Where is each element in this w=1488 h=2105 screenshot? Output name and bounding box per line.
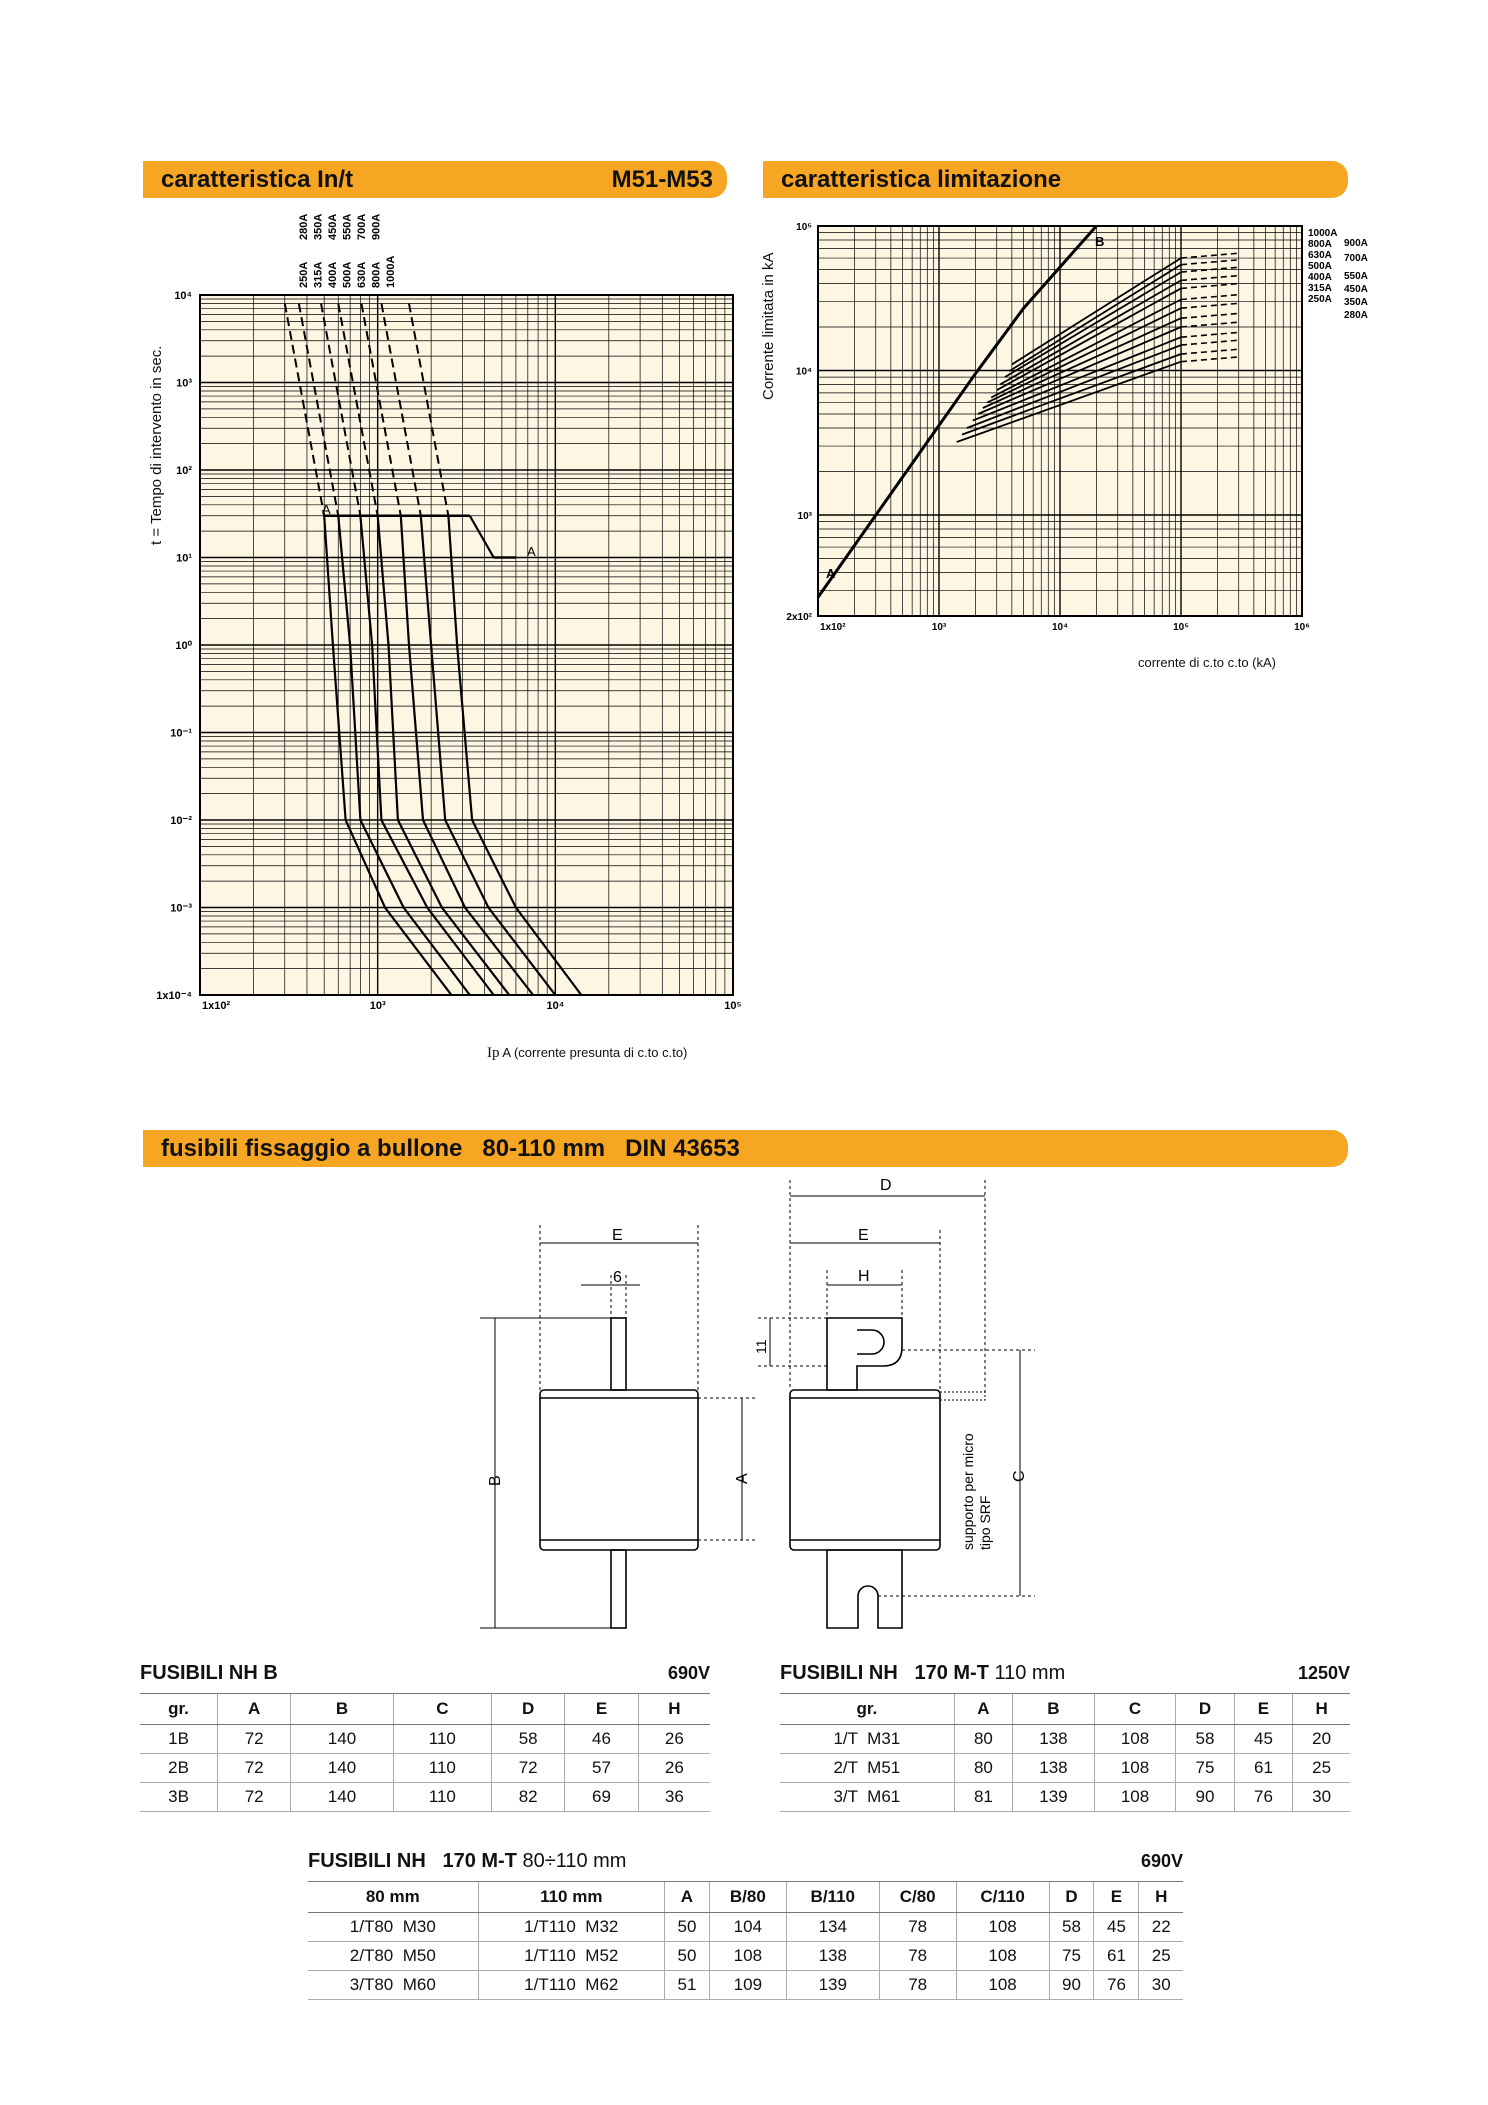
- c1-rating: 250A: [298, 261, 310, 288]
- table-header-cell: D: [1176, 1694, 1234, 1725]
- xlabel-text: A (corrente presunta di c.to c.to): [502, 1045, 688, 1060]
- table-cell: 139: [786, 1971, 879, 2000]
- table-nh-170mt-110: [780, 1662, 1350, 1812]
- c1-ytick: 10¹: [176, 552, 192, 565]
- c1-ytick: 10⁻¹: [170, 727, 192, 740]
- table-cell: 58: [1049, 1913, 1094, 1942]
- table-cell: 138: [1013, 1754, 1095, 1783]
- chart-in-t-mark-a1: A: [322, 502, 331, 517]
- t3-title-suffix: 80÷110 mm: [522, 1850, 627, 1872]
- c1-ytick: 10⁻³: [170, 902, 192, 915]
- xlabel-symbol: Ip: [487, 1045, 500, 1061]
- table-row: [780, 1754, 1350, 1783]
- table-header-cell: 80 mm: [308, 1882, 478, 1913]
- chart-limitazione: [786, 222, 1367, 633]
- table-cell: 78: [879, 1913, 956, 1942]
- table-nh-170mt-80-110-grid: [308, 1881, 1183, 2000]
- table-cell: 72: [218, 1725, 291, 1754]
- table-cell: 72: [492, 1754, 565, 1783]
- c2-rating: 450A: [1344, 284, 1368, 295]
- table-cell: 75: [1049, 1942, 1094, 1971]
- dim-a-label: A: [734, 1473, 751, 1484]
- dim-6-label: 6: [613, 1269, 622, 1286]
- table-header-cell: B: [291, 1694, 393, 1725]
- c2-rating: 350A: [1344, 297, 1368, 308]
- section-title-in-t: caratteristica In/t: [161, 165, 354, 193]
- c2-rating: 400A: [1308, 272, 1332, 283]
- table-nh-170mt-110-voltage: 1250V: [1297, 1663, 1350, 1683]
- c1-rating: 500A: [341, 261, 354, 288]
- table-header-cell: D: [1049, 1882, 1094, 1913]
- table-cell: 109: [709, 1971, 786, 2000]
- dim-11-label: 11: [753, 1339, 769, 1354]
- table-cell: 110: [393, 1725, 491, 1754]
- c1-xtick: 1x10²: [202, 1000, 231, 1012]
- c2-xtick: 10⁶: [1294, 622, 1310, 633]
- table-cell: 3B: [140, 1783, 218, 1812]
- table-cell: 30: [1293, 1783, 1350, 1812]
- table-header-cell: E: [565, 1694, 638, 1725]
- c1-ytick: 10⁴: [174, 290, 192, 302]
- dim-d-label: D: [880, 1177, 892, 1194]
- micro-note-1: supporto per micro: [960, 1433, 976, 1550]
- table-cell: 58: [492, 1725, 565, 1754]
- table-nh-170mt-80-110: [308, 1850, 1183, 2000]
- table-cell: 108: [956, 1942, 1049, 1971]
- table-header-cell: B/80: [709, 1882, 786, 1913]
- table-row: [308, 1913, 1183, 1942]
- chart-limitazione-ratings: [1308, 228, 1368, 321]
- chart-in-t-ratings: [298, 214, 397, 288]
- table-cell: 1B: [140, 1725, 218, 1754]
- chart-in-t-mark-a2: A: [527, 544, 536, 559]
- chart-limitazione-label-a: A: [826, 566, 836, 581]
- table-cell: 80: [954, 1725, 1012, 1754]
- table-cell: 90: [1176, 1783, 1234, 1812]
- c1-rating: 400A: [327, 261, 339, 288]
- table-cell: 104: [709, 1913, 786, 1942]
- table-row: [780, 1725, 1350, 1754]
- table-cell: 36: [638, 1783, 710, 1812]
- dim-e2-label: E: [858, 1227, 869, 1244]
- table-header-cell: E: [1094, 1882, 1139, 1913]
- c2-xtick: 10³: [931, 622, 947, 633]
- table-header-cell: D: [492, 1694, 565, 1725]
- table-cell: 30: [1139, 1971, 1183, 2000]
- c1-ytick: 1x10⁻⁴: [156, 990, 192, 1002]
- table-nh-b: [140, 1662, 710, 1812]
- c1-xtick: 10³: [369, 1000, 386, 1012]
- table-cell: 3/T M61: [780, 1783, 954, 1812]
- table-cell: 50: [664, 1942, 709, 1971]
- table-header-cell: A: [954, 1694, 1012, 1725]
- table-row: [140, 1725, 710, 1754]
- table-cell: 2B: [140, 1754, 218, 1783]
- table-cell: 45: [1234, 1725, 1292, 1754]
- chart-limitazione-xlabel: corrente di c.to c.to (kA): [1138, 655, 1276, 670]
- c1-ytick: 10²: [176, 465, 192, 477]
- table-cell: 45: [1094, 1913, 1139, 1942]
- c2-ytick: 10⁴: [795, 366, 812, 378]
- section-title-fusibili: fusibili fissaggio a bullone 80-110 mm DIN 43653: [161, 1134, 740, 1162]
- table-cell: 2/T80 M50: [308, 1942, 478, 1971]
- c2-xtick: 10⁴: [1051, 622, 1069, 633]
- fuse-side-body: [790, 1390, 940, 1550]
- table-header-cell: C: [1094, 1694, 1176, 1725]
- table-header-cell: B: [1013, 1694, 1095, 1725]
- table-cell: 108: [956, 1913, 1049, 1942]
- fuse-front-blade-top: [611, 1318, 626, 1390]
- table-cell: 138: [786, 1942, 879, 1971]
- table-cell: 72: [218, 1783, 291, 1812]
- table-header-cell: H: [1293, 1694, 1350, 1725]
- table-nh-170mt-80-110-voltage: 690V: [1140, 1851, 1183, 1871]
- c1-ytick: 10⁻²: [170, 815, 192, 827]
- table-cell: 108: [1094, 1725, 1176, 1754]
- dim-h-label: H: [858, 1268, 870, 1285]
- c2-rating: 280A: [1344, 310, 1368, 321]
- fuse-side-slot-top: [857, 1330, 884, 1354]
- c1-xtick: 10⁵: [724, 1000, 742, 1012]
- table-row: [308, 1942, 1183, 1971]
- c2-rating: 630A: [1308, 250, 1332, 261]
- table-cell: 138: [1013, 1725, 1095, 1754]
- table-nh-170mt-110-head: [780, 1662, 1350, 1685]
- table-cell: 51: [664, 1971, 709, 2000]
- c2-xtick: 1x10²: [820, 622, 846, 633]
- c1-rating: 350A: [312, 213, 325, 240]
- table-cell: 140: [291, 1725, 393, 1754]
- table-header-cell: B/110: [786, 1882, 879, 1913]
- chart-in-t: [156, 214, 741, 1012]
- table-row: [140, 1754, 710, 1783]
- table-cell: 61: [1094, 1942, 1139, 1971]
- fuse-front-body: [540, 1390, 698, 1550]
- table-row: [140, 1783, 710, 1812]
- table-cell: 78: [879, 1942, 956, 1971]
- table-cell: 134: [786, 1913, 879, 1942]
- table-cell: 3/T80 M60: [308, 1971, 478, 2000]
- c2-rating: 250A: [1308, 294, 1332, 305]
- table-cell: 81: [954, 1783, 1012, 1812]
- c2-ytick: 10⁵: [796, 222, 812, 233]
- table-cell: 110: [393, 1783, 491, 1812]
- table-cell: 1/T110 M62: [478, 1971, 664, 2000]
- c1-rating: 550A: [341, 213, 354, 240]
- table-cell: 26: [638, 1754, 710, 1783]
- fuse-front-blade-bottom: [611, 1550, 626, 1628]
- table-nh-170mt-110-title: [780, 1662, 1065, 1685]
- table-cell: 2/T M51: [780, 1754, 954, 1783]
- table-header-cell: A: [218, 1694, 291, 1725]
- table-cell: 78: [879, 1971, 956, 2000]
- c2-ytick: 10³: [797, 510, 812, 522]
- drawing-labels: [487, 1177, 1028, 1550]
- c2-rating: 315A: [1308, 283, 1332, 294]
- table-cell: 76: [1234, 1783, 1292, 1812]
- dim-b-label: B: [487, 1475, 504, 1486]
- c1-rating: 450A: [327, 213, 339, 240]
- table-cell: 69: [565, 1783, 638, 1812]
- table-header-cell: 110 mm: [478, 1882, 664, 1913]
- table-cell: 140: [291, 1783, 393, 1812]
- table-cell: 108: [709, 1942, 786, 1971]
- c1-rating: 900A: [370, 213, 383, 240]
- table-header-cell: C/110: [956, 1882, 1049, 1913]
- c1-rating: 630A: [356, 261, 368, 288]
- table-row: [780, 1783, 1350, 1812]
- table-cell: 108: [956, 1971, 1049, 2000]
- c1-xtick: 10⁴: [546, 1000, 565, 1012]
- table-nh-170mt-80-110-head: [308, 1850, 1183, 1873]
- c1-rating: 800A: [370, 261, 383, 288]
- table-cell: 108: [1094, 1783, 1176, 1812]
- table-cell: 139: [1013, 1783, 1095, 1812]
- c2-rating: 800A: [1308, 239, 1332, 250]
- table-cell: 46: [565, 1725, 638, 1754]
- dim-e-label: E: [612, 1227, 623, 1244]
- micro-note-2: tipo SRF: [977, 1495, 993, 1550]
- table-header-cell: H: [638, 1694, 710, 1725]
- c2-rating: 1000A: [1308, 228, 1338, 239]
- table-header-cell: C: [393, 1694, 491, 1725]
- table-cell: 22: [1139, 1913, 1183, 1942]
- table-header-cell: E: [1234, 1694, 1292, 1725]
- table-nh-b-head: [140, 1662, 710, 1685]
- table-cell: 1/T110 M32: [478, 1913, 664, 1942]
- table-header-cell: A: [664, 1882, 709, 1913]
- table-cell: 1/T80 M30: [308, 1913, 478, 1942]
- table-nh-b-grid: [140, 1693, 710, 1812]
- table-cell: 75: [1176, 1754, 1234, 1783]
- table-cell: 140: [291, 1754, 393, 1783]
- table-cell: 1/T M31: [780, 1725, 954, 1754]
- c1-rating: 280A: [298, 213, 310, 240]
- c1-ytick: 10³: [176, 377, 192, 390]
- section-title-limitazione: caratteristica limitazione: [781, 165, 1062, 193]
- section-model: M51-M53: [611, 165, 713, 193]
- table-cell: 108: [1094, 1754, 1176, 1783]
- table-nh-170mt-80-110-title: [308, 1850, 626, 1873]
- table-cell: 61: [1234, 1754, 1292, 1783]
- table-cell: 72: [218, 1754, 291, 1783]
- table-cell: 82: [492, 1783, 565, 1812]
- table-cell: 110: [393, 1754, 491, 1783]
- table-cell: 76: [1094, 1971, 1139, 2000]
- table-cell: 25: [1293, 1754, 1350, 1783]
- micro-support: [940, 1392, 985, 1400]
- chart-in-t-xlabel: [487, 1045, 687, 1062]
- fuse-side-blade-bottom: [827, 1550, 902, 1628]
- table-cell: 26: [638, 1725, 710, 1754]
- t3-title-main: FUSIBILI NH 170 M-T: [308, 1850, 517, 1872]
- table-header-cell: H: [1139, 1882, 1183, 1913]
- table-cell: 50: [664, 1913, 709, 1942]
- chart-limitazione-ylabel: Corrente limitata in kA: [760, 252, 777, 400]
- table-cell: 58: [1176, 1725, 1234, 1754]
- dim-c-label: C: [1011, 1470, 1028, 1482]
- c1-ytick: 10⁰: [175, 640, 192, 652]
- table-nh-b-voltage: 690V: [667, 1663, 710, 1683]
- table-cell: 1/T110 M52: [478, 1942, 664, 1971]
- c1-rating: 315A: [312, 261, 325, 288]
- c2-rating: 900A: [1344, 238, 1368, 249]
- table-row: [308, 1971, 1183, 2000]
- c2-xtick: 10⁵: [1173, 622, 1189, 633]
- table-nh-170mt-110-grid: [780, 1693, 1350, 1812]
- table-cell: 80: [954, 1754, 1012, 1783]
- c1-rating: 700A: [356, 213, 368, 240]
- table-cell: 25: [1139, 1942, 1183, 1971]
- c2-rating: 700A: [1344, 253, 1368, 264]
- c2-ytick: 2x10²: [786, 612, 812, 623]
- c2-rating: 500A: [1308, 261, 1332, 272]
- table-nh-b-title: FUSIBILI NH B: [140, 1662, 278, 1684]
- table-cell: 90: [1049, 1971, 1094, 2000]
- table-cell: 20: [1293, 1725, 1350, 1754]
- table-header-cell: C/80: [879, 1882, 956, 1913]
- table-header-cell: gr.: [140, 1694, 218, 1725]
- chart-in-t-ylabel: t = Tempo di intervento in sec.: [148, 345, 165, 545]
- table-header-cell: gr.: [780, 1694, 954, 1725]
- c1-rating: 1000A: [385, 255, 397, 288]
- drawing-fuse-side: [758, 1180, 1035, 1628]
- c2-rating: 550A: [1344, 271, 1368, 282]
- t2-title-suffix: 110 mm: [994, 1662, 1066, 1684]
- chart-limitazione-label-b: B: [1095, 234, 1105, 249]
- table-cell: 57: [565, 1754, 638, 1783]
- t2-title-main: FUSIBILI NH 170 M-T: [780, 1662, 989, 1684]
